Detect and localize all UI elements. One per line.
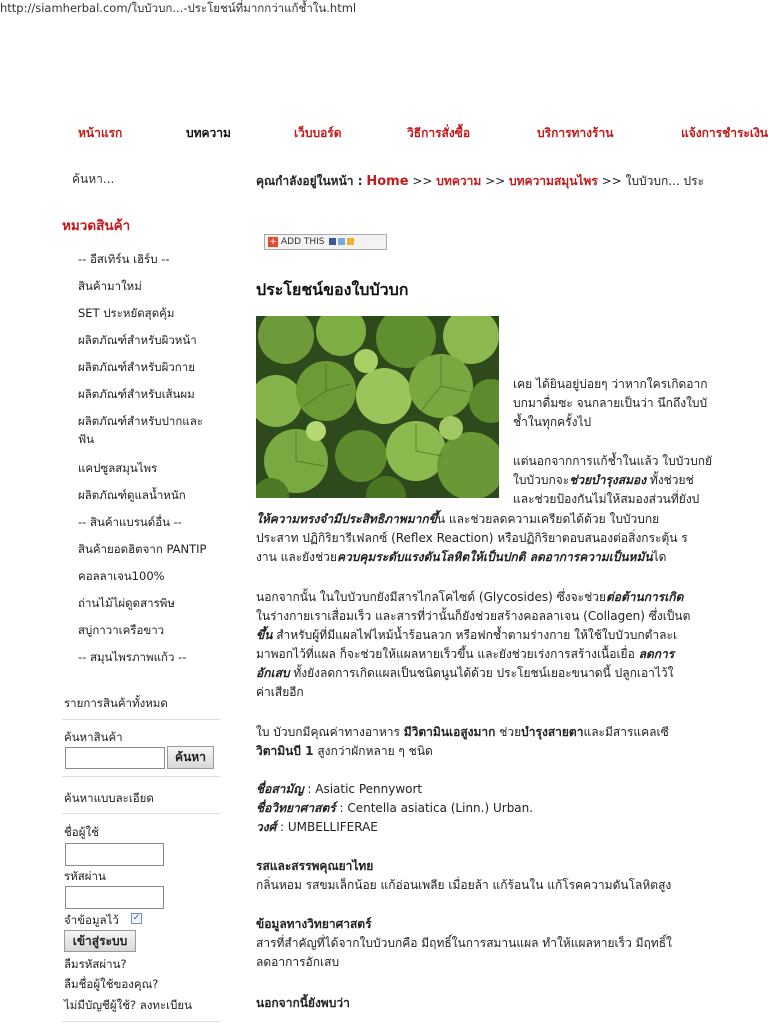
scientific-name: ชื่อวิทยาศาสตร์ : Centella asiatica (Linn.) Urban. [256,801,534,815]
breadcrumb-current: ใบบัวบก... ประ [625,174,705,188]
nav-payment[interactable]: แจ้งการชำระเงิน [681,126,768,140]
breadcrumb [256,172,704,191]
sidebar-item[interactable]: -- สมุนไพรภาพแก้ว -- [78,650,187,664]
family-name: วงศ์ : UMBELLIFERAE [256,820,378,834]
common-name: ชื่อสามัญ : Asiatic Pennywort [256,782,423,796]
section-heading: นอกจากนี้ยังพบว่า [256,996,350,1010]
article-paragraph [256,723,734,763]
password-field[interactable] [65,886,164,909]
divider [62,776,220,777]
text-line: ใบ บัวบกมีคุณค่าทางอาหาร มีวิตามินเอสูงมาก ช่วยบำรุงสายตาและมีสารแคลเซี [256,725,669,739]
text-line: อักเสบ ทั้งยังลดการเกิดแผลเป็นชนิดนูนได้ด้วย ประโยชน์เยอะขนาดนี้ ปลูกเอาไว้ใ [256,666,674,680]
text-line: งาน และยังช่วยควบคุมระดับแรงดันโลหิตให้เป็นปกติ ลดอาการความเป็นหมันได [256,550,667,564]
text-line: ช้ำในทุกครั้งไป [513,415,592,429]
share-icons [329,238,336,245]
search-link[interactable]: ค้นหา... [72,172,115,186]
addthis-button[interactable] [264,234,387,250]
remember-checkbox[interactable]: ✓ [132,913,141,923]
divider [62,719,220,720]
plus-icon: + [269,237,277,247]
section-heading: ข้อมูลทางวิทยาศาสตร์ [256,917,372,931]
divider [62,1021,220,1022]
password-label: รหัสผ่าน [64,869,106,883]
nav-home[interactable]: หน้าแรก [78,126,123,140]
breadcrumb-sep: >> [485,174,506,188]
nav-how-to-order[interactable]: วิธีการสั่งซื้อ [407,126,471,140]
username-field[interactable] [65,843,164,866]
article-title: ประโยชน์ของใบบัวบก [256,280,409,299]
breadcrumb-label: คุณกำลังอยู่ในหน้า : [256,174,363,188]
text-line: สารที่สำคัญที่ได้จากใบบัวบกคือ มีฤทธิ์ในการสมานแผล ทำให้แผลหายเร็ว มีฤทธิ์ใ [256,936,672,950]
article-paragraph [513,375,734,435]
sidebar-item[interactable]: สินค้ามาใหม่ [78,279,142,293]
breadcrumb-herbal-articles[interactable]: บทความสมุนไพร [509,174,598,188]
text-line: ลดอาการอักเสบ [256,955,340,969]
text-line: ประสาท ปฏิกิริยารีเฟลกซ์ (Reflex Reaction) หรือปฏิกิริยาตอบสนองต่อสิ่งกระตุ้น ร [256,531,688,545]
pennywort-photo [256,316,499,498]
text-line: ให้ความทรงจำมีประสิทธิภาพมากขึ้น และช่วยลดความเครียดได้ด้วย ใบบัวบกย [256,512,660,526]
article-paragraph [256,510,734,570]
text-line: ค่าเสียอีก [256,685,304,699]
article-paragraph [256,588,734,706]
text-line: นอกจากนั้น ในใบบัวบกยังมีสารไกลโคไซด์ (Glycosides) ซึ่งจะช่วยต่อต้านการเกิด [256,590,684,604]
divider [62,813,220,814]
sidebar-item[interactable]: ถ่านไม้ไผ่ดูดสารพิษ [78,596,175,610]
text-line: มาพอกไว้ที่แผล ก็จะช่วยให้แผลหายเร็วขึ้น และยังช่วยเร่งการสร้างเนื้อเยื่อ ลดการ [256,647,675,661]
thai-medicine-section [256,857,734,897]
all-products-link[interactable]: รายการสินค้าทั้งหมด [64,696,168,710]
text-line: วิตามินบี 1 สูงกว่าผักหลาย ๆ ชนิด [256,744,433,758]
text-line: และช่วยป้องกันไม่ให้สมองส่วนที่ยังป [513,492,700,506]
sidebar-title: หมวดสินค้า [62,218,131,234]
text-line: ใบบัวบกจะช่วยบำรุงสมอง ทั้งช่วยช่ [513,473,694,487]
text-line: เคย ได้ยินอยู่บ่อยๆ ว่าหากใครเกิดอาก [513,377,708,391]
sidebar-item[interactable]: -- อีสเทิร์น เฮิร์บ -- [78,252,170,266]
addthis-label: ADD THIS [281,237,325,247]
forgot-username-link[interactable]: ลืมชื่อผู้ใช้ของคุณ? [64,977,159,991]
nav-webboard[interactable]: เว็บบอร์ด [294,126,342,140]
search-button[interactable]: ค้นหา [167,746,214,769]
register-link[interactable]: ไม่มีบัญชีผู้ใช้? ลงทะเบียน [64,998,193,1012]
article-paragraph [513,452,734,512]
scientific-section [256,915,734,975]
breadcrumb-sep: >> [601,174,622,188]
plant-names [256,780,734,840]
text-line: แต่นอกจากการแก้ช้ำในแล้ว ใบบัวบกยั [513,454,713,468]
section-heading: รสและสรรพคุณยาไทย [256,859,374,873]
forgot-password-link[interactable]: ลืมรหัสผ่าน? [64,957,127,971]
sidebar-item[interactable]: SET ประหยัดสุดคุ้ม [78,306,175,320]
username-label: ชื่อผู้ใช้ [64,825,99,839]
breadcrumb-sep: >> [412,174,433,188]
page-url: http://siamherbal.com/ใบบัวบก...-ประโยชน์ที่มากกว่าแก้ช้ำใน.html [0,1,357,15]
login-button[interactable]: เข้าสู่ระบบ [64,930,136,952]
text-line: ขึ้น สำหรับผู้ที่มีแผลไฟไหม้น้ำร้อนลวก หรือฟกช้ำตามร่างกาย ให้ใช้ใบบัวบกตำละเ [256,628,678,642]
sidebar-item[interactable]: สบู่กาวาเครือขาว [78,623,165,637]
sidebar-item[interactable]: ผลิตภัณฑ์สำหรับผิวหน้า [78,333,197,347]
product-search-label: ค้นหาสินค้า [64,730,123,744]
product-search-input[interactable] [65,747,165,769]
sidebar-item[interactable]: ผลิตภัณฑ์สำหรับเส้นผม [78,387,195,401]
sidebar-item[interactable]: คอลลาเจน100% [78,569,165,583]
nav-articles[interactable]: บทความ [186,126,231,140]
remember-label: จำข้อมูลไว้ [64,913,119,927]
text-line: บกมาดื่มซะ จนกลายเป็นว่า นึกถึงใบบั [513,396,708,410]
nav-services[interactable]: บริการทางร้าน [537,126,614,140]
sidebar-item[interactable]: ผลิตภัณฑ์ดูแลน้ำหนัก [78,488,186,502]
text-line: กลิ่นหอม รสขมเล็กน้อย แก้อ่อนเพลีย เมื่อยล้า แก้ร้อนใน แก้โรคความดันโลหิตสูง [256,878,672,892]
advanced-search-link[interactable]: ค้นหาแบบละเอียด [64,791,154,805]
sidebar-item[interactable]: ผลิตภัณฑ์สำหรับปากและฟัน [78,414,203,446]
sidebar-item[interactable]: แคปซูลสมุนไพร [78,461,158,475]
sidebar-item[interactable]: -- สินค้าแบรนด์อื่น -- [78,515,182,529]
sidebar-item[interactable]: สินค้ายอดฮิตจาก PANTIP [78,542,207,556]
text-line: ในร่างกายเราเสื่อมเร็ว และสารที่ว่านั้นก็ยังช่วยสร้างคอลลาเจน (Collagen) ซึ่งเป็นต [256,609,691,623]
breadcrumb-articles[interactable]: บทความ [436,174,482,188]
sidebar-item[interactable]: ผลิตภัณฑ์สำหรับผิวกาย [78,360,195,374]
breadcrumb-home[interactable]: Home [366,174,409,189]
